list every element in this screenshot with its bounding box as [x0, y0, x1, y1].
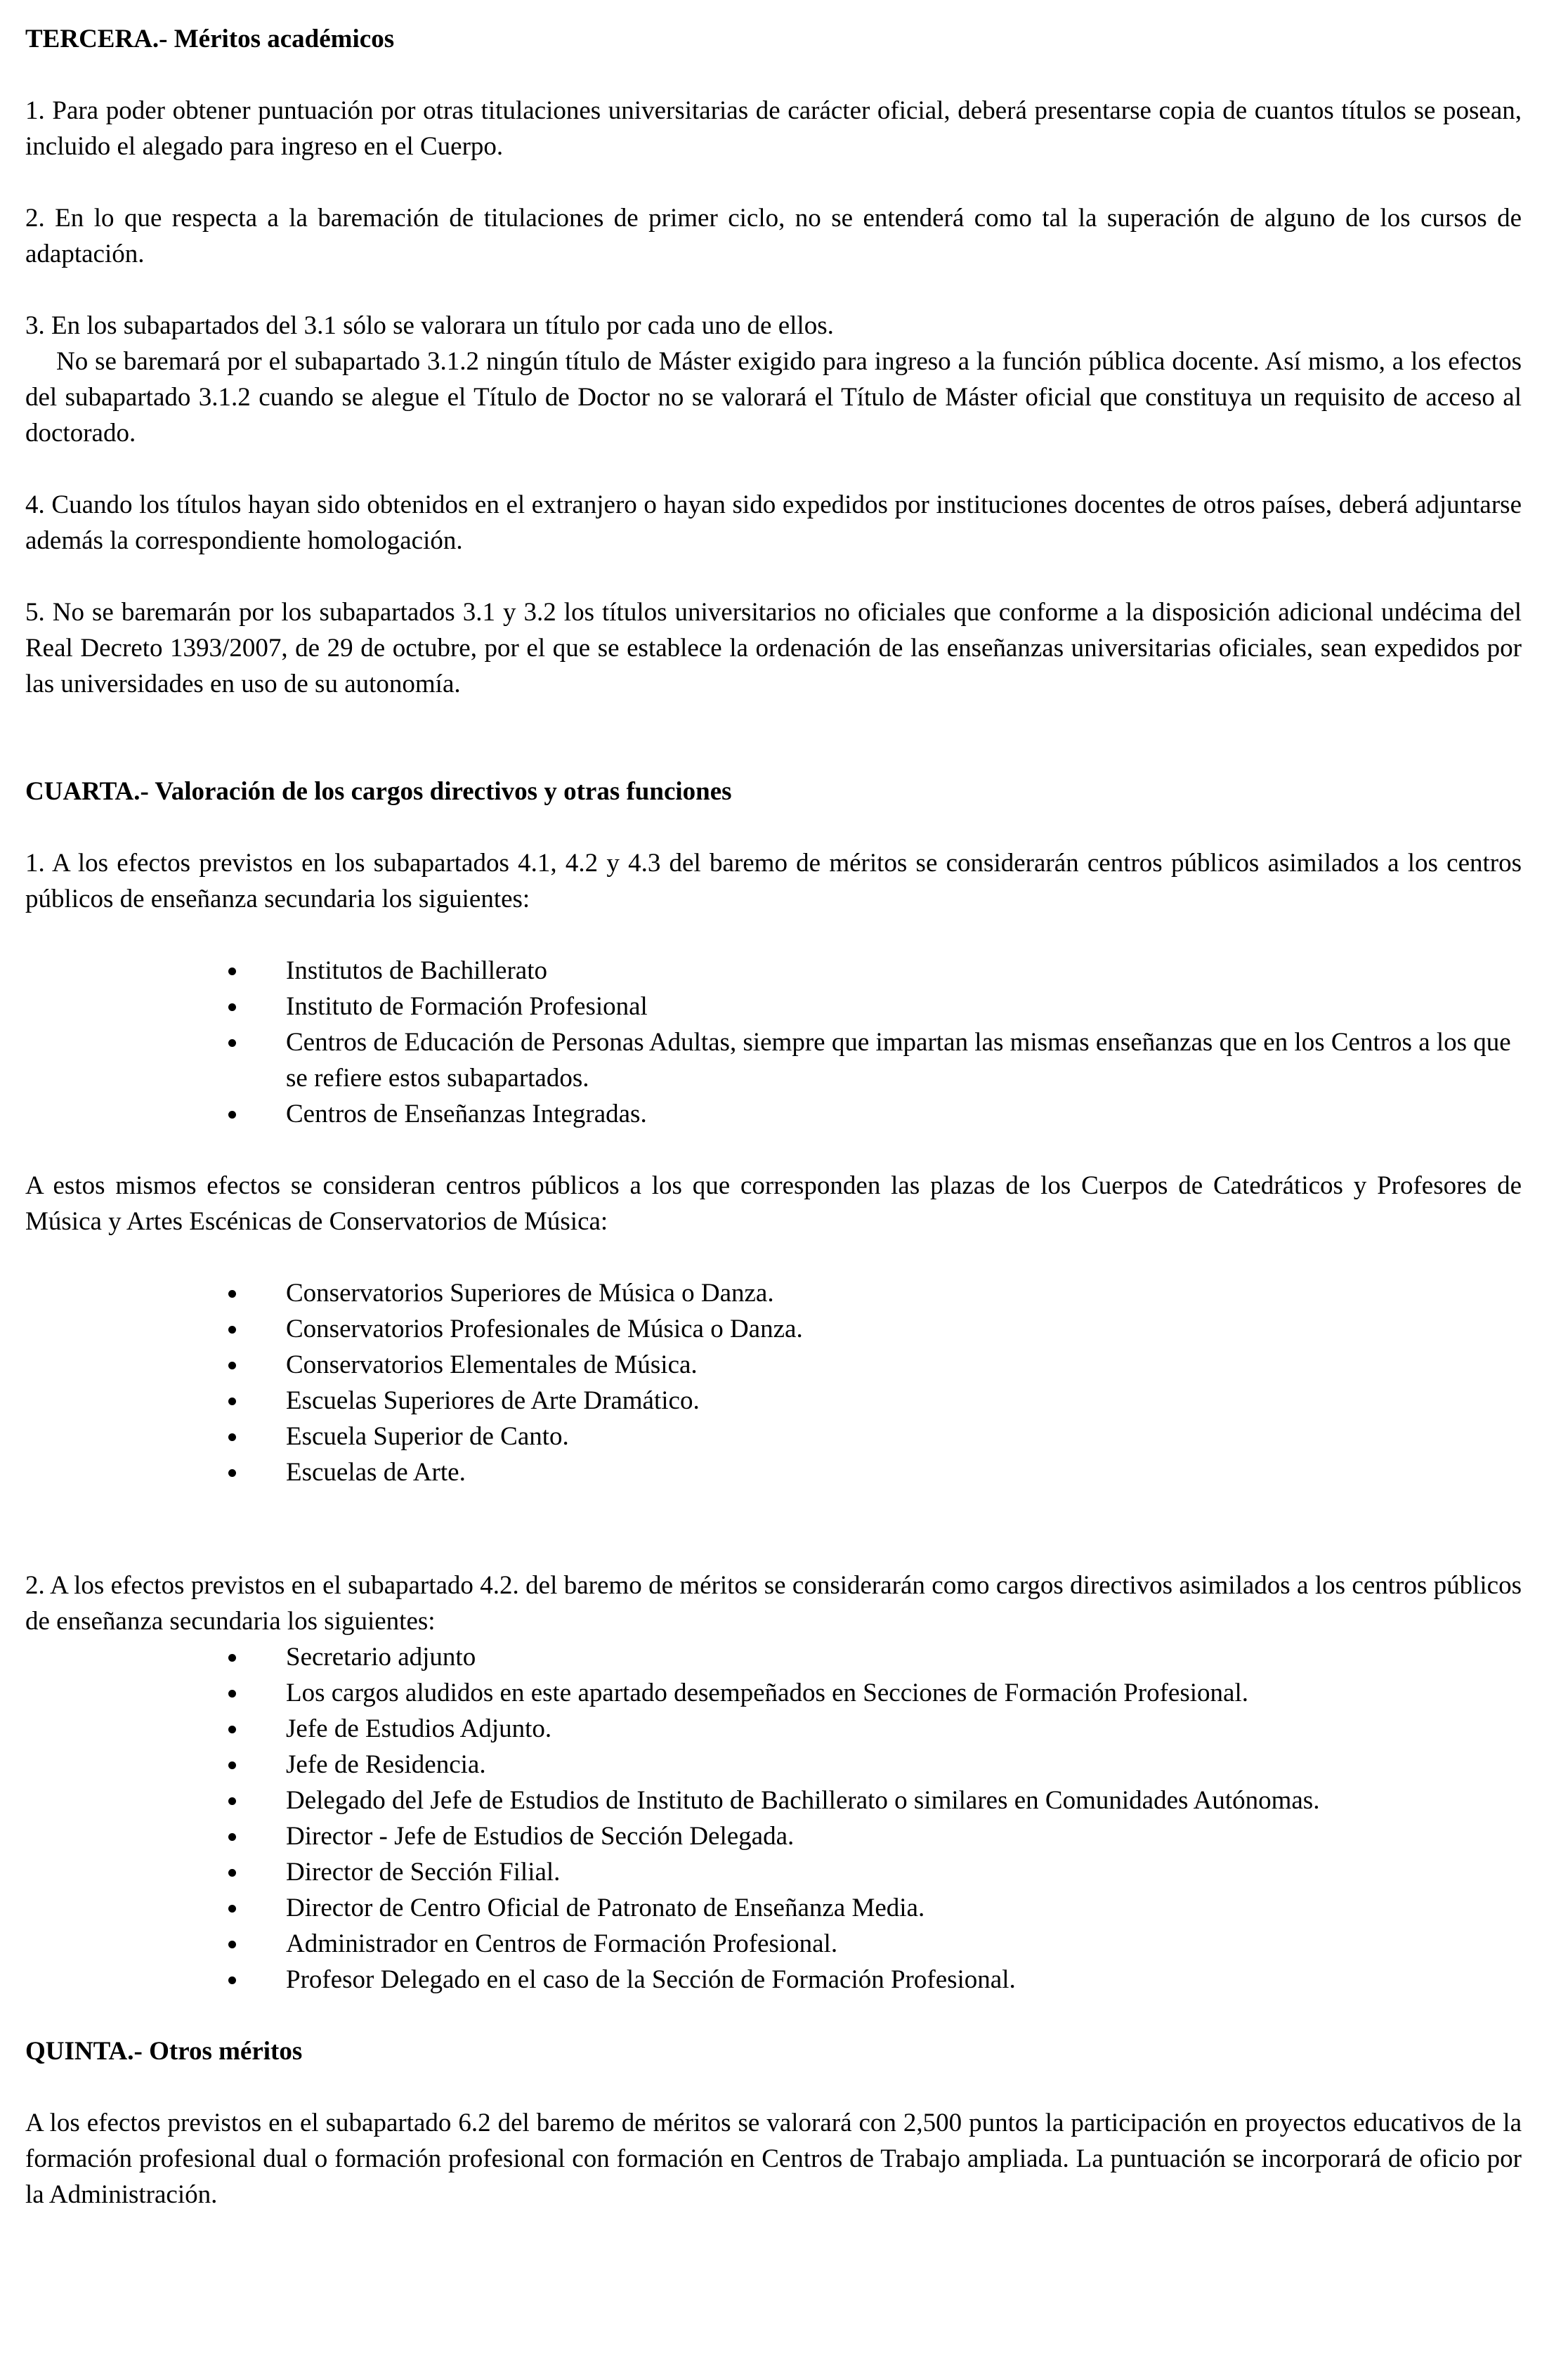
paragraph-cuarta-2: 2. A los efectos previstos en el subapartado 4.2. del baremo de méritos se considerarán como cargos directivos asimilados a los centros públicos de enseñanza secundaria los siguientes: [25, 1571, 1522, 1636]
section-heading-quinta: QUINTA.- Otros méritos [25, 2037, 303, 2066]
paragraph-tercera-5: 5. No se baremarán por los subapartados 3.1 y 3.2 los títulos universitarios no oficiales que conforme a la disposición adicional undécima del Real Decreto 1393/2007, de 29 de octubre, por el que se establece la ordenación de las enseñanzas universitarias oficiales, sean expedidos por las universidades en uso de su autonomía. [25, 598, 1522, 698]
list-item: Centros de Enseñanzas Integradas. [286, 1100, 647, 1128]
list-conservatorios [25, 1275, 1522, 1490]
list-item: Los cargos aludidos en este apartado desempeñados en Secciones de Formación Profesional. [286, 1679, 1248, 1707]
list-item: Jefe de Estudios Adjunto. [286, 1714, 552, 1743]
list-item: Instituto de Formación Profesional [286, 992, 648, 1021]
list-item: Conservatorios Elementales de Música. [286, 1350, 698, 1379]
list-item: Profesor Delegado en el caso de la Sección de Formación Profesional. [286, 1965, 1016, 1994]
paragraph-cuarta-mid: A estos mismos efectos se consideran centros públicos a los que corresponden las plazas de los Cuerpos de Catedráticos y Profesores de Música y Artes Escénicas de Conservatorios de Música: [25, 1171, 1522, 1236]
list-item: Director de Sección Filial. [286, 1858, 561, 1887]
list-centros-asimilados [25, 953, 1522, 1132]
paragraph-tercera-1: 1. Para poder obtener puntuación por otras titulaciones universitarias de carácter oficial, deberá presentarse copia de cuantos títulos se posean, incluido el alegado para ingreso en el Cuerpo. [25, 96, 1522, 161]
paragraph-quinta-1: A los efectos previstos en el subapartado 6.2 del baremo de méritos se valorará con 2,500 puntos la participación en proyectos educativos de la formación profesional dual o formación profesional con formación en Centros de Trabajo ampliada. La puntuación se incorporará de oficio por la Administración. [25, 2109, 1522, 2209]
list-item: Director - Jefe de Estudios de Sección Delegada. [286, 1822, 795, 1851]
paragraph-tercera-4: 4. Cuando los títulos hayan sido obtenidos en el extranjero o hayan sido expedidos por instituciones docentes de otros países, deberá adjuntarse además la correspondiente homologación. [25, 490, 1522, 555]
list-item: Escuela Superior de Canto. [286, 1422, 569, 1451]
list-cargos-directivos [25, 1639, 1522, 1998]
document-page [25, 21, 1522, 2213]
list-item: Conservatorios Profesionales de Música o Danza. [286, 1315, 803, 1343]
list-item: Centros de Educación de Personas Adultas, siempre que impartan las mismas enseñanzas que en los Centros a los que se refiere estos subapartados. [286, 1028, 1511, 1093]
list-item: Jefe de Residencia. [286, 1750, 486, 1779]
section-heading-cuarta: CUARTA.- Valoración de los cargos directivos y otras funciones [25, 777, 732, 806]
section-heading-tercera: TERCERA.- Méritos académicos [25, 25, 395, 53]
paragraph-tercera-3a: 3. En los subapartados del 3.1 sólo se valorara un título por cada uno de ellos. [25, 311, 834, 340]
list-item: Conservatorios Superiores de Música o Danza. [286, 1279, 774, 1308]
paragraph-tercera-3b: No se baremará por el subapartado 3.1.2 ningún título de Máster exigido para ingreso a la función pública docente. Así mismo, a los efectos del subapartado 3.1.2 cuando se alegue el Título de Doctor no se valorará el Título de Máster oficial que constituya un requisito de acceso al doctorado. [25, 347, 1522, 448]
list-item: Delegado del Jefe de Estudios de Instituto de Bachillerato o similares en Comunidades Autónomas. [286, 1786, 1320, 1815]
paragraph-tercera-2: 2. En lo que respecta a la baremación de titulaciones de primer ciclo, no se entenderá como tal la superación de alguno de los cursos de adaptación. [25, 204, 1522, 268]
paragraph-cuarta-1: 1. A los efectos previstos en los subapartados 4.1, 4.2 y 4.3 del baremo de méritos se considerarán centros públicos asimilados a los centros públicos de enseñanza secundaria los siguientes: [25, 849, 1522, 913]
list-item: Escuelas de Arte. [286, 1458, 466, 1487]
list-item: Secretario adjunto [286, 1643, 476, 1672]
list-item: Escuelas Superiores de Arte Dramático. [286, 1386, 700, 1415]
list-item: Director de Centro Oficial de Patronato de Enseñanza Media. [286, 1894, 925, 1922]
list-item: Institutos de Bachillerato [286, 956, 547, 985]
list-item: Administrador en Centros de Formación Profesional. [286, 1929, 838, 1958]
